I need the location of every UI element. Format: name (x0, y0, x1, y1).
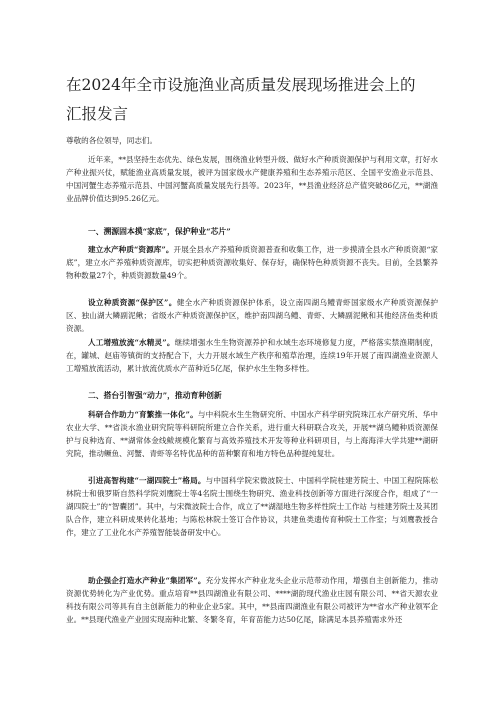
section1-paragraph2 (66, 296, 438, 335)
section2-p3-text: 充分发挥水产种业龙头企业示范带动作用，增强自主创新能力，推动资源优势转化为产业优势。重点培育**县四湖渔业有限公司、****湖韵现代渔业庄园有限公司、**省天源农业科技有限公司等具有自主创新能力的种业企业5家。其中，**县南四湖渔业有限公司被评为**省水产种业领军企业。**县现代渔业产业园实现南种北繁、冬繁冬育，年育苗能力达50亿尾，除满足本县养殖需求外还 (66, 576, 439, 624)
section2-heading: 二、搭台引智强“动力”，推动育种创新 (88, 391, 222, 400)
section2-p3-lead: 助企强企打造水产种业“集团军”。 (88, 576, 206, 585)
document-title-line2: 汇报发言 (66, 105, 129, 123)
section1-p1-lead: 建立水产种质“资源库”。 (88, 245, 174, 254)
section1-p2-lead: 设立种质资源“保护区”。 (88, 298, 177, 307)
section1-p1-text: 开展全县水产养殖种质资源普查和收集工作，进一步摸清全县水产种质资源“家底”，建立水产养殖种质资源库，切实把种质资源收集好、保存好，确保特色种质资源不丧失。目前，全县繁养物种数量27个，种质资源数量49个。 (66, 245, 438, 280)
section1-p3-lead: 人工增殖放流“水精灵”。 (88, 338, 175, 347)
section2-p1-lead: 科研合作助力“育繁推一体化”。 (88, 410, 198, 419)
section1-paragraph1 (66, 243, 438, 282)
salutation: 尊敬的各位领导，同志们。 (66, 136, 158, 145)
section2-p1-text: 与中科院水生生物研究所、中国水产科学研究院珠江水产研究所、华中农业大学、**省淡水渔业研究院等科研院所建立合作关系，进行重大科研联合攻关，开展**湖乌鳢种质资源保护与良种选育、**湖常体金线鲅规模化繁育与高效养殖技术开发等种业科研项目，与上海海洋大学共建**湖研究院，推动鳜鱼、河蟹、青虾等名特优品种的苗种繁育和地方特色品种提纯复壮。 (66, 410, 439, 458)
section2-paragraph3 (66, 574, 438, 626)
section2-paragraph1 (66, 408, 438, 460)
document-title-line1: 在2024年全市设施渔业高质量发展现场推进会上的 (66, 76, 416, 94)
section1-heading: 一、溯源固本摸“家底”，保护种业“芯片” (88, 227, 231, 236)
section2-paragraph2 (66, 474, 438, 539)
section2-p2-text: 与中国科学院宋微波院士、中国科学院桂建芳院士、中国工程院陈松林院士和俄罗斯自然科学院刘鹰院士等4名院士围绕生物研究、渔业科技创新等方面进行深度合作，组成了“一湖四院士”的“智囊团”。其中，与宋微波院士合作，成立了**湖湿地生物多样性院士工作站 与桂建芳院士及其团队合作，建立科研成果转化基地；与陈松林院士签订合作协议，共建鱼类遗传育种院士工作室；与刘鹰教授合作，建立了工业化水产养殖智能装备研发中心。 (66, 476, 439, 537)
section2-p2-lead: 引进高智构建“一湖四院士”格局。 (88, 476, 206, 485)
section1-paragraph3 (66, 336, 438, 375)
section1-p3-text: 继续增强水生生物资源养护和水域生态环境修复力度，严格落实禁渔期制度，在，罐城、赵庙等镇街的支持配合下，大力开展水域生产秩序和殖草治理，连续19年开展了南四湖渔业资源人工增殖放流活动，累计放流优质水产苗种近5亿尾，保护水生生物多样性。 (66, 338, 438, 373)
section1-p2-text: 健全水产种质资源保护体系，设立南四湖乌鳢青虾国家级水产种质资源保护区、独山湖大鳞副泥鳅；省级水产种质资源保护区，维护南四湖乌鳢、青虾、大鳞副泥鳅和其他经济鱼类种质资源。 (66, 298, 438, 333)
intro-paragraph: 近年来，**县坚持生态优先、绿色发展，围绕渔业转型升级、做好水产种质资源保护与利用文章，打好水产种业振兴仗，赋能渔业高质量发展，被评为国家级水产健康养殖和生态养殖示范区、全国平安渔业示范县、中国河蟹生态养殖示范县、中国河蟹高质量发展先行县等。2023年，**县渔业经济总产值突破86亿元，**湖渔业品牌价值达到95.26亿元。 (66, 155, 438, 203)
